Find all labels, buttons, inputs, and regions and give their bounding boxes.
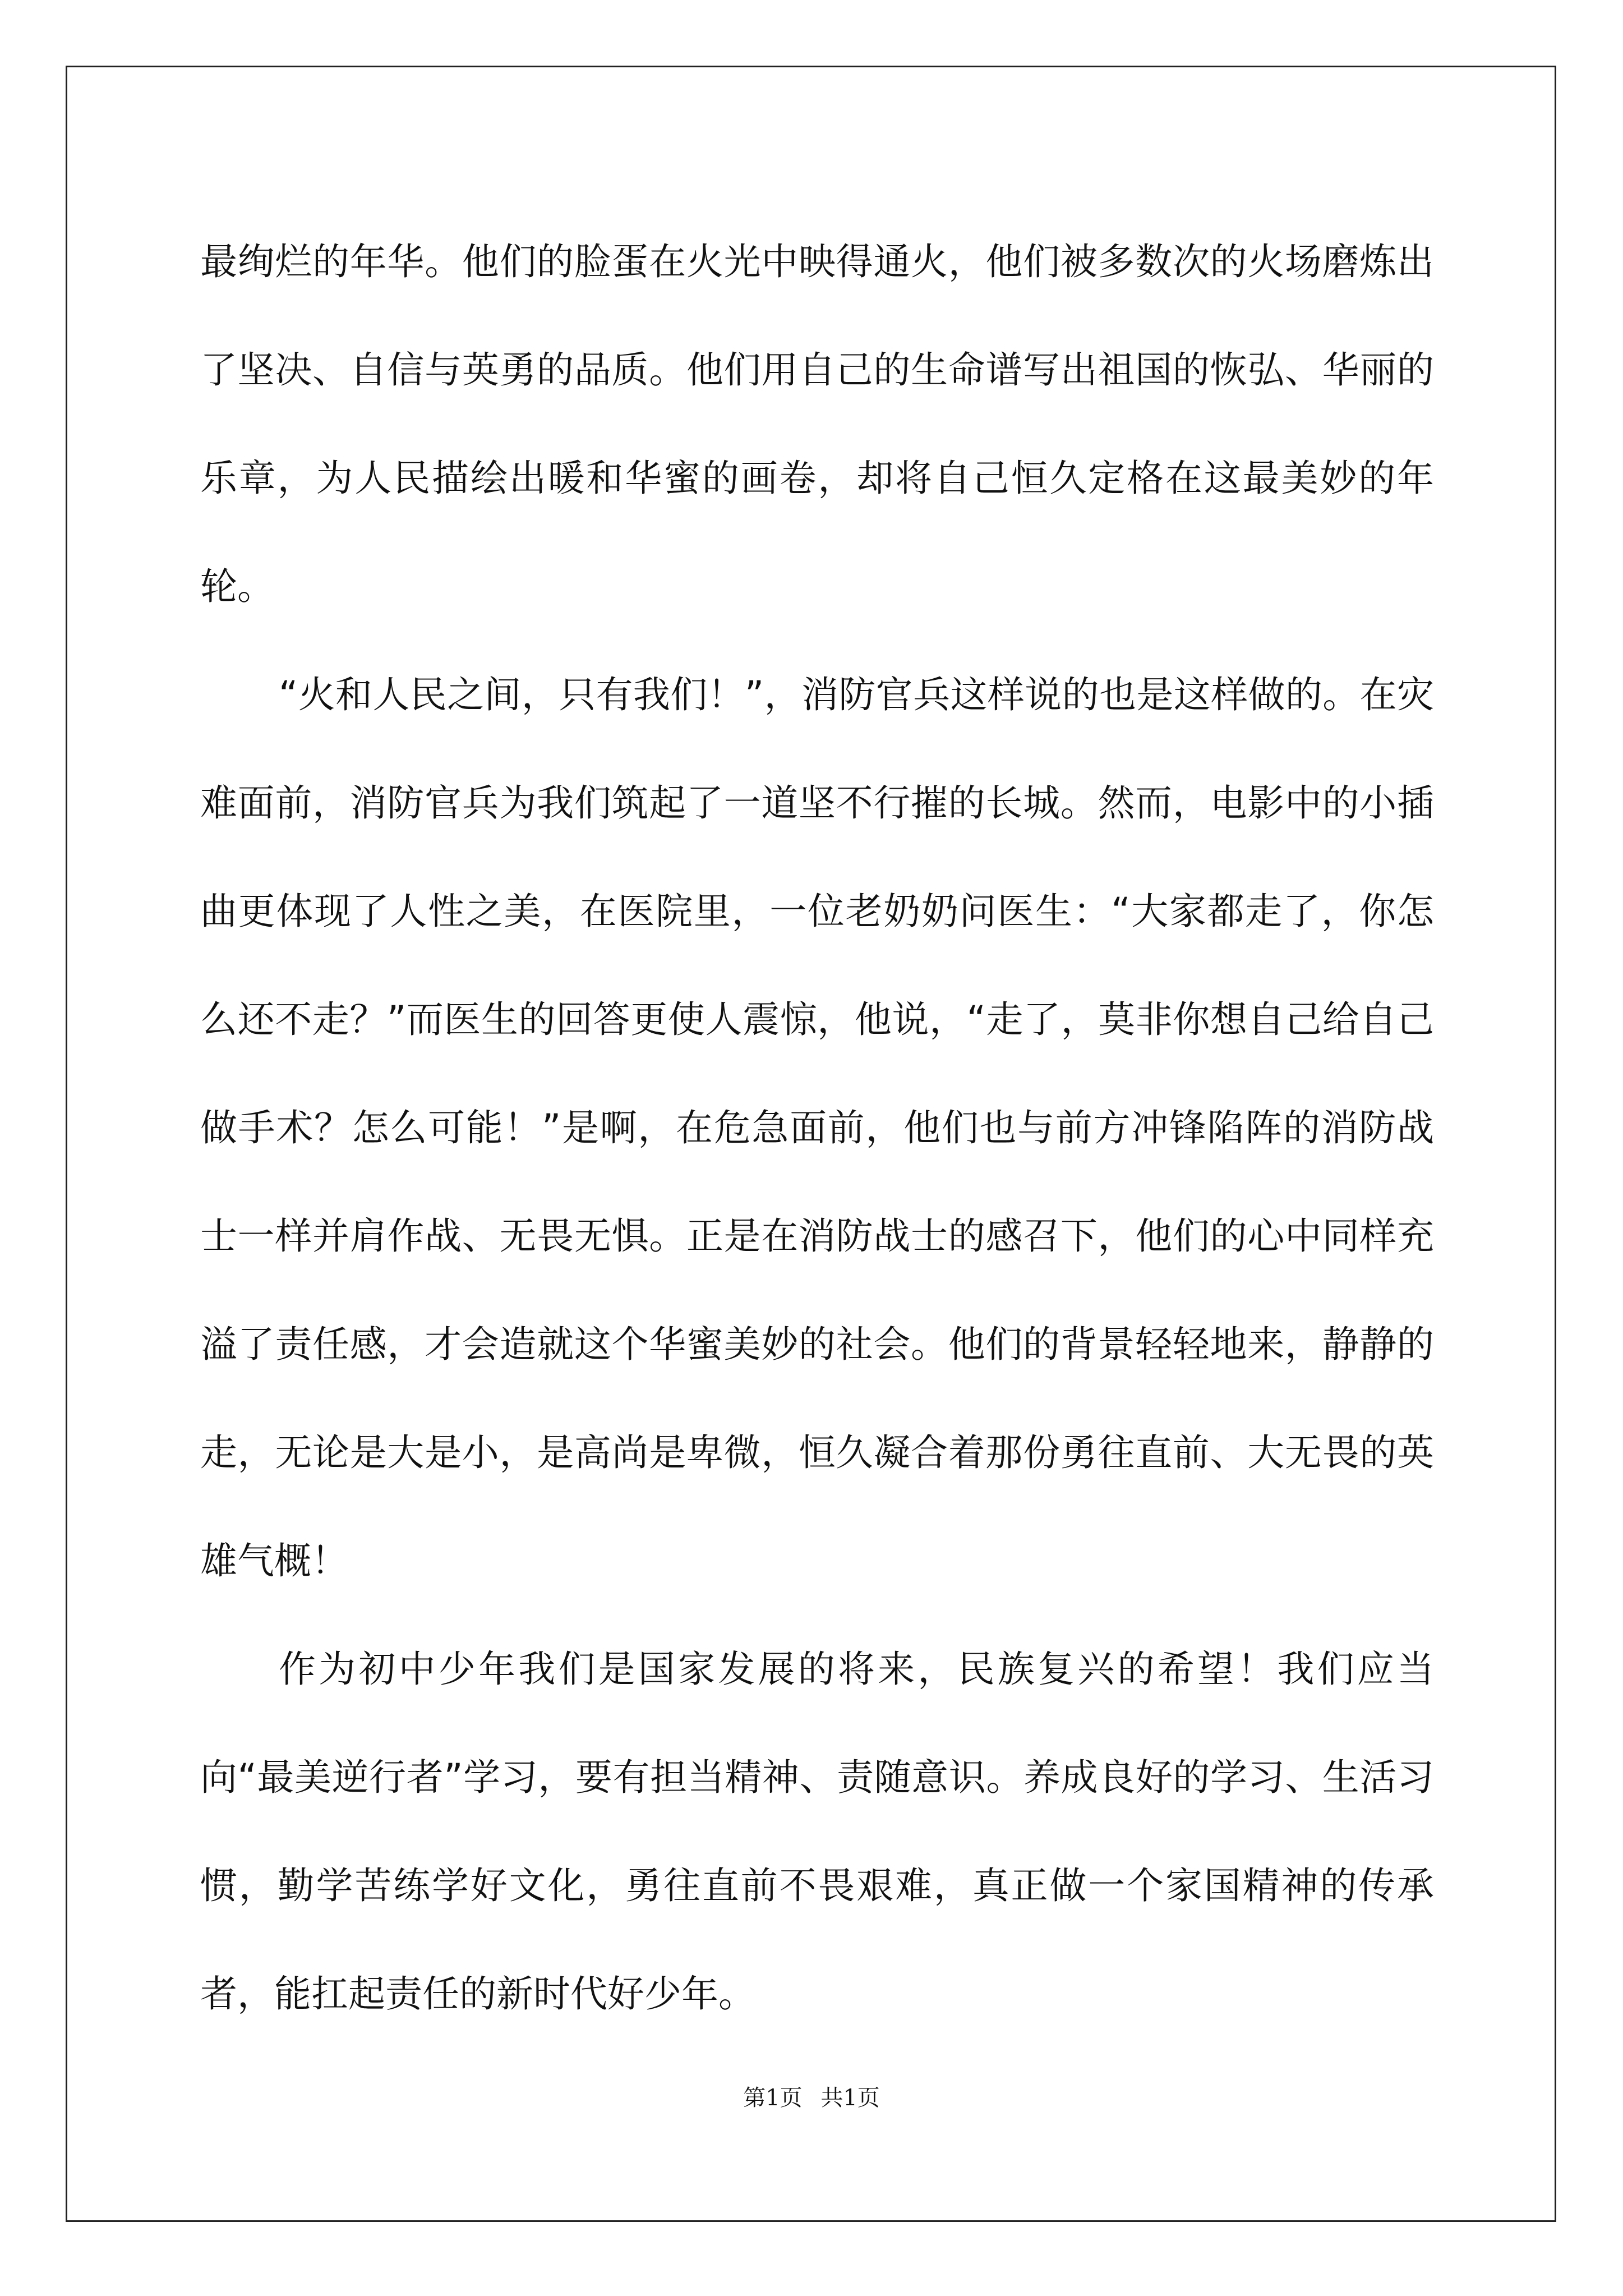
paragraph-1: 最绚烂的年华。他们的脸蛋在火光中映得通火，他们被多数次的火场磨炼出了坚决、自信与英勇的品质。他们用自己的生命谱写出祖国的恢弘、华丽的乐章，为人民描绘出暖和华蜜的画卷，却将自己恒久定格在这最美妙的年轮。 — [200, 240, 1434, 608]
page-total: 共1页 — [820, 2085, 880, 2111]
document-body — [200, 208, 1434, 2048]
paragraph-3: 作为初中少年我们是国家发展的将来，民族复兴的希望！我们应当向“最美逆行者”学习，要有担当精神、责随意识。养成良好的学习、生活习惯，勤学苦练学好文化，勇往直前不畏艰难，真正做一个家国精神的传承者，能扛起责任的新时代好少年。 — [200, 1648, 1434, 2016]
page-number: 第1页 — [743, 2085, 803, 2111]
paragraph-2: “火和人民之间，只有我们！”，消防官兵这样说的也是这样做的。在灾难面前，消防官兵为我们筑起了一道坚不行摧的长城。然而，电影中的小插曲更体现了人性之美，在医院里，一位老奶奶问医生：“大家都走了，你怎么还不走？”而医生的回答更使人震惊，他说，“走了，莫非你想自己给自己做手术？怎么可能！”是啊，在危急面前，他们也与前方冲锋陷阵的消防战士一样并肩作战、无畏无惧。正是在消防战士的感召下，他们的心中同样充溢了责任感，才会造就这个华蜜美妙的社会。他们的背景轻轻地来，静静的走，无论是大是小，是高尚是卑微，恒久凝合着那份勇往直前、大无畏的英雄气概！ — [200, 673, 1434, 1582]
page-footer — [0, 2080, 1623, 2112]
